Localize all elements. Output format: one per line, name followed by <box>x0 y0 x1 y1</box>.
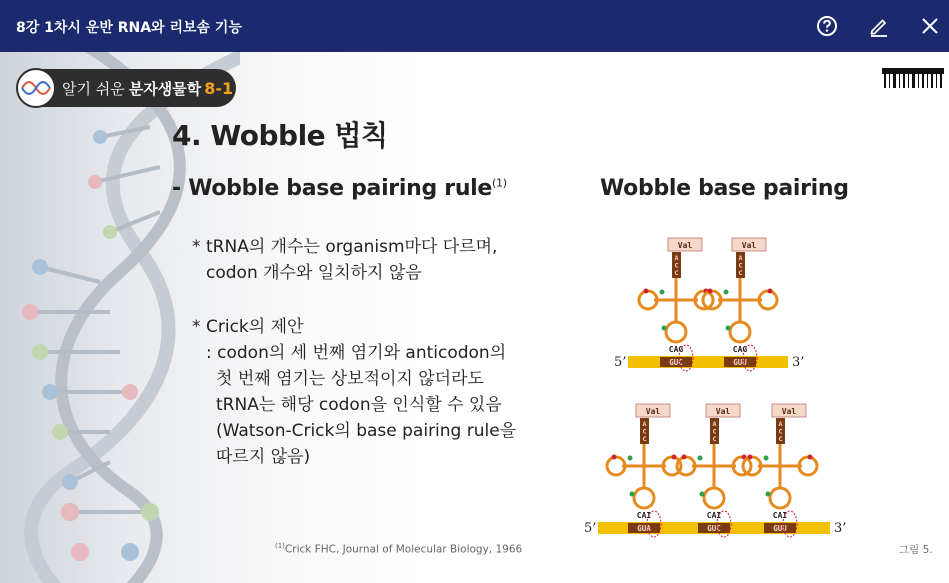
bottom-row-trna-0-anticodon: CAI <box>636 511 652 520</box>
bullet-marker: * <box>192 237 201 257</box>
top-row-codon-1: GUU <box>733 358 747 367</box>
top-row-trna-1-anticodon: CAG <box>732 345 748 354</box>
top-row-trna-0-acceptor-base: A <box>674 254 679 262</box>
bottom-row-three-prime: 3’ <box>834 521 847 536</box>
bottom-row-codon-2: GUU <box>773 524 787 533</box>
bottom-row-trna-0-mod-dot <box>612 455 617 460</box>
rule-footnote-ref: (1) <box>492 176 507 190</box>
logo-text-bold: 분자생물학 <box>128 79 202 98</box>
bottom-row-trna-0-mod-dot <box>628 456 633 461</box>
bottom-row-trna-0-acceptor-base: C <box>642 435 647 443</box>
dna-logo-icon <box>16 68 56 108</box>
bottom-row-trna-0-anticodon-loop <box>634 488 654 508</box>
top-row-trna-0-amino-acid: Val <box>677 241 693 250</box>
citation <box>275 542 522 556</box>
top-row-trna-1-mod-dot <box>724 290 729 295</box>
top-row-trna-1-acceptor-base: C <box>738 261 743 270</box>
top-row-trna-0-acceptor-base: C <box>674 261 679 270</box>
top-row-trna-0-mod-dot <box>644 289 649 294</box>
top-row-trna-1-mod-dot <box>768 289 773 294</box>
bottom-row-trna-2-mod-dot <box>748 455 753 460</box>
bottom-row-trna-2-mod-dot <box>764 456 769 461</box>
bottom-row-trna-0-amino-acid: Val <box>645 407 661 416</box>
slide <box>0 52 949 583</box>
bottom-row-trna-1-mod-dot <box>698 456 703 461</box>
bottom-row-trna-0-mod-dot <box>672 455 677 460</box>
bullet2-line4: tRNA는 해당 codon을 인식할 수 있음 <box>216 395 502 415</box>
bottom-row-five-prime: 5’ <box>584 521 597 536</box>
top-row-trna-1-mod-dot <box>708 289 713 294</box>
bottom-row-trna-2-anticodon: CAI <box>772 511 788 520</box>
bullet2-line1: Crick의 제안 <box>206 317 304 337</box>
top-row-trna-1-acceptor-base: A <box>738 254 743 262</box>
close-icon <box>919 15 941 37</box>
bottom-row-trna-1-amino-acid: Val <box>715 407 731 416</box>
top-row-three-prime: 3’ <box>792 355 805 370</box>
top-row-five-prime: 5’ <box>614 355 627 370</box>
edit-button[interactable] <box>865 12 893 40</box>
bullet2-line2: : codon의 세 번째 염기와 anticodon의 <box>206 343 507 363</box>
help-circle-icon <box>816 15 838 37</box>
bottom-row-codon-1: GUC <box>707 524 721 533</box>
top-row-trna-1-acceptor-base: C <box>738 269 743 277</box>
top-row-trna-0-mod-dot <box>662 326 667 331</box>
top-row-mrna-strand <box>628 356 788 368</box>
top-row-trna-1-amino-acid: Val <box>741 241 757 250</box>
pencil-icon <box>868 15 890 37</box>
bottom-row-trna-0-acceptor-base: A <box>642 420 647 428</box>
bottom-row-trna-2-acceptor-base: A <box>778 420 783 428</box>
bottom-row-trna-0-mod-dot <box>630 492 635 497</box>
bottom-row-trna-1-acceptor-base: C <box>712 427 717 436</box>
slide-heading: 4. Wobble 법칙 <box>172 119 388 152</box>
bottom-row-trna-1-mod-dot <box>700 492 705 497</box>
rule-subheading <box>172 176 507 201</box>
bottom-row-trna-2-acceptor-base: C <box>778 427 783 436</box>
bottom-row-trna-2-mod-dot <box>808 455 813 460</box>
bottom-row-codon-0: GUA <box>637 524 651 533</box>
top-row-trna-0-anticodon: CAG <box>668 345 684 354</box>
top-row-trna-0-anticodon-loop <box>666 322 686 342</box>
bullet1-line2: codon 개수와 일치하지 않음 <box>206 263 422 283</box>
top-row-trna-1-mod-dot <box>726 326 731 331</box>
figure-title: Wobble base pairing <box>600 176 849 201</box>
bottom-row-trna-1-mod-dot <box>682 455 687 460</box>
logo-text-light: 알기 쉬운 <box>62 79 125 98</box>
bottom-row-trna-2-amino-acid: Val <box>781 407 797 416</box>
top-row-trna-1-anticodon-loop <box>730 322 750 342</box>
bottom-row-trna-2-mod-dot <box>766 492 771 497</box>
bullet-marker: * <box>192 317 201 337</box>
top-row-trna-0-acceptor-base: C <box>674 269 679 277</box>
bottom-row-trna-1-acceptor-base: A <box>712 420 717 428</box>
bullet-crick-proposal <box>192 314 516 470</box>
lecture-title: 8강 1차시 운반 RNA와 리보솜 기능 <box>16 20 242 36</box>
bullet1-line1: tRNA의 개수는 organism마다 다르며, <box>206 237 498 257</box>
top-row-codon-0: GUC <box>669 358 683 367</box>
bullet2-line5: (Watson-Crick의 base pairing rule을 <box>216 421 517 441</box>
bullet2-line6: 따르지 않음) <box>216 447 311 467</box>
citation-ref: (1) <box>275 542 285 550</box>
wobble-pairing-diagram <box>580 232 850 552</box>
bullet-trna-count <box>192 234 497 286</box>
bottom-row-trna-1-anticodon: CAI <box>706 511 722 520</box>
logo-number: 8-1 <box>204 78 234 98</box>
top-bar <box>0 0 949 52</box>
citation-text: Crick FHC, Journal of Molecular Biology, 1966 <box>284 543 523 556</box>
bottom-row-trna-1-acceptor-base: C <box>712 435 717 443</box>
top-row-trna-0-mod-dot <box>660 290 665 295</box>
close-button[interactable] <box>916 12 944 40</box>
bottom-row-trna-2-acceptor-base: C <box>778 435 783 443</box>
barcode-mark-icon <box>882 66 944 90</box>
bottom-row-trna-2-anticodon-loop <box>770 488 790 508</box>
help-button[interactable] <box>813 12 841 40</box>
bottom-row-trna-1-anticodon-loop <box>704 488 724 508</box>
bottom-row-trna-0-acceptor-base: C <box>642 427 647 436</box>
rule-subheading-text: - Wobble base pairing rule <box>172 176 493 201</box>
figure-label: 그림 5. <box>899 544 933 556</box>
bullet2-line3: 첫 번째 염기는 상보적이지 않더라도 <box>216 369 484 389</box>
course-logo <box>18 69 236 107</box>
